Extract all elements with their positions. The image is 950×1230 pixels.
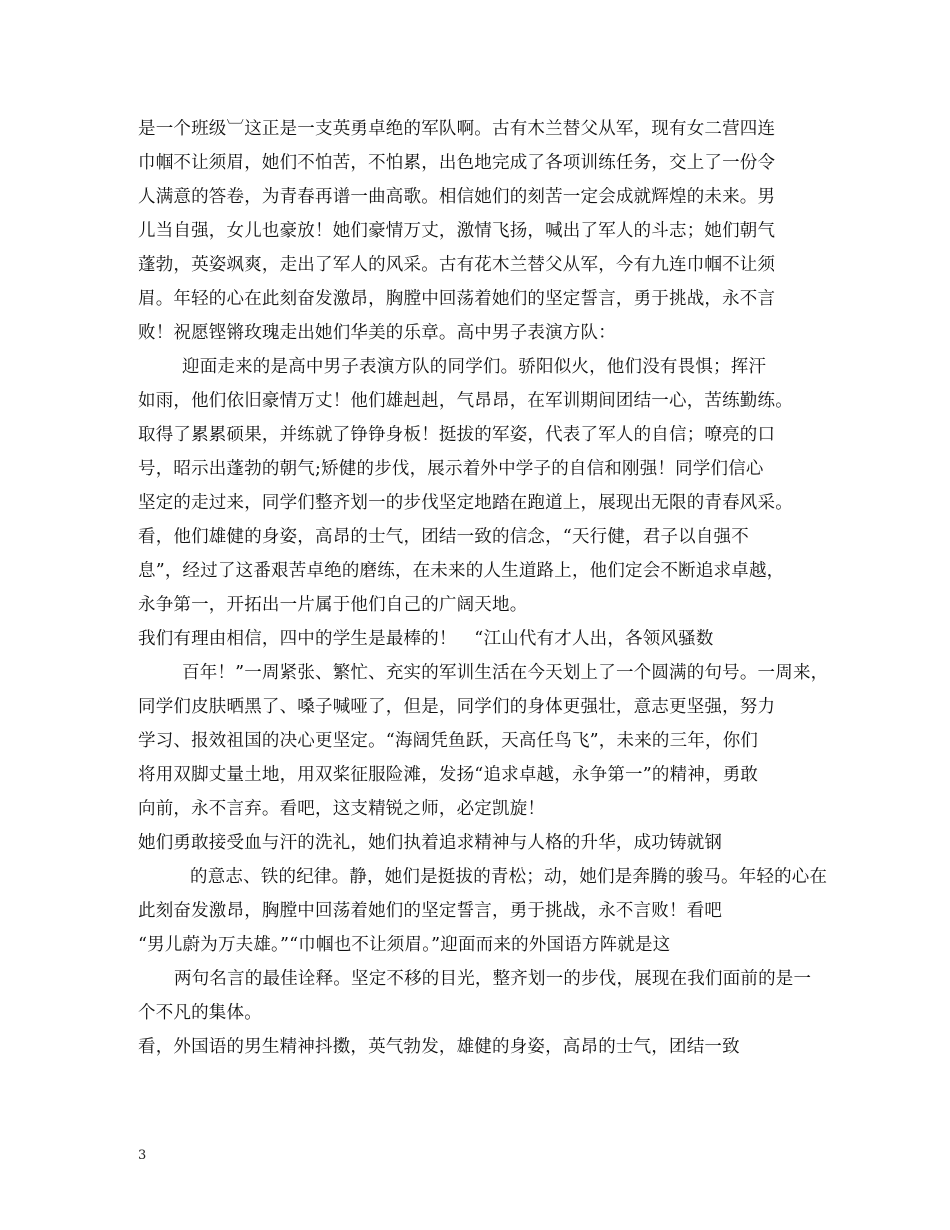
text-line: 永争第一，开拓出一片属于他们自己的广阔天地。: [138, 595, 528, 615]
text-line: 眉。年轻的心在此刻奋发激昂，胸膛中回荡着她们的坚定誓言，勇于挑战，永不言: [138, 289, 776, 309]
paragraph-first-line: 迎面走来的是高中男子表演方队的同学们。骄阳似火，他们没有畏惧；挥汗: [182, 357, 767, 377]
text-line: 坚定的走过来，同学们整齐划一的步伐坚定地踏在跑道上，展现出无限的青春风采。: [138, 493, 793, 513]
paragraph-first-line: 的意志、铁的纪律。静，她们是挺拔的青松；动，她们是奔腾的骏马。年轻的心在: [190, 867, 828, 887]
text-line: 学习、报效祖国的决心更坚定。“海阔凭鱼跃，天高任鸟飞”，未来的三年，你们: [138, 731, 759, 751]
paragraph-first-line: 两句名言的最佳诠释。坚定不移的目光，整齐划一的步伐，展现在我们面前的是一: [174, 969, 812, 989]
text-line: 取得了累累硕果，并练就了铮铮身板！挺拔的军姿，代表了军人的自信；嘹亮的口: [138, 425, 776, 445]
text-line: 个不凡的集体。: [138, 1003, 262, 1023]
text-line: 看，外国语的男生精神抖擞，英气勃发，雄健的身姿，高昂的士气，团结一致: [138, 1037, 740, 1057]
text-line: 将用双脚丈量土地，用双桨征服险滩，发扬“追求卓越，永争第一”的精神，勇敢: [138, 765, 759, 785]
text-line: 息”，经过了这番艰苦卓绝的磨练，在未来的人生道路上，他们定会不断追求卓越，: [138, 561, 785, 581]
text-line: 此刻奋发激昂，胸膛中回荡着她们的坚定誓言，勇于挑战，永不言败！看吧: [138, 901, 723, 921]
text-line: 败！祝愿铿锵玫瑰走出她们华美的乐章。高中男子表演方队：: [138, 323, 616, 343]
text-line: 人满意的答卷，为青春再谱一曲高歌。相信她们的刻苦一定会成就辉煌的未来。男: [138, 187, 776, 207]
text-line: 看，他们雄健的身姿，高昂的士气，团结一致的信念，“天行健，君子以自强不: [138, 527, 749, 547]
text-line: “男儿蔚为万夫雄。”“巾帼也不让须眉。”迎面而来的外国语方阵就是这: [138, 935, 671, 955]
page-number: 3: [138, 1148, 147, 1163]
text-line: 号，昭示出蓬勃的朝气;矫健的步伐，展示着外中学子的自信和刚强！同学们信心: [138, 459, 764, 479]
text-line: 我们有理由相信，四中的学生是最棒的！ “江山代有才人出，各领风骚数: [138, 629, 714, 649]
text-line: 她们勇敢接受血与汗的洗礼，她们执着追求精神与人格的升华，成功铸就钢: [138, 833, 723, 853]
text-line: 儿当自强，女儿也豪放！她们豪情万丈，激情飞扬，喊出了军人的斗志；她们朝气: [138, 221, 776, 241]
text-line: 向前，永不言弃。看吧，这支精锐之师，必定凯旋！: [138, 799, 546, 819]
text-line: 同学们皮肤晒黑了、嗓子喊哑了，但是，同学们的身体更强壮，意志更坚强，努力: [138, 697, 776, 717]
text-line: 如雨，他们依旧豪情万丈！他们雄赳赳，气昂昂，在军训期间团结一心，苦练勤练。: [138, 391, 793, 411]
text-line: 是一个班级︺这正是一支英勇卓绝的军队啊。古有木兰替父从军，现有女二营四连: [138, 119, 776, 139]
text-line: 蓬勃，英姿飒爽，走出了军人的风采。古有花木兰替父从军，今有九连巾帼不让须: [138, 255, 776, 275]
paragraph-first-line: 百年！”一周紧张、繁忙、充实的军训生活在今天划上了一个圆满的句号。一周来，: [182, 663, 829, 683]
text-line: 巾帼不让须眉，她们不怕苦，不怕累，出色地完成了各项训练任务，交上了一份令: [138, 153, 776, 173]
